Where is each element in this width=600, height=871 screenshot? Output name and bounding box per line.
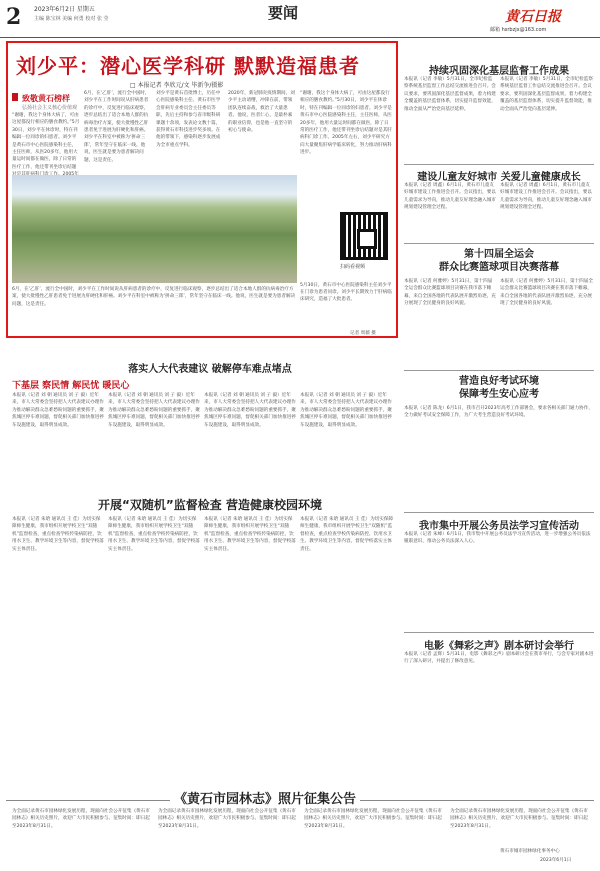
mid-story-body-4: 本报讯（记者 朱晗 通讯员 王 佳）为切实保障师生健康，我市组织开展学校卫生“双随机”监督检查，重点检查学校传染病防控、饮用水卫生、教学环境卫生等内容，督促学校落实主体责任。: [300, 517, 394, 552]
lead-photo: [12, 175, 297, 283]
right-story-4-body: 本报讯（记者 陈龙）6月1日，我市召开2023年高考工作部署会，要求各相关部门通力协作，全力做好考试安全保障工作，为广大考生营造良好考试环境。: [404, 406, 593, 419]
date-line: 2023年6月2日 星期五: [34, 6, 95, 13]
lead-headline: 刘少平：潜心医学科研 默默造福患者: [16, 54, 360, 78]
right-story-3-title: 第十四届全运会 群众比赛篮球项目决赛落幕: [439, 249, 559, 273]
lead-column-1: “谢谢，我这个身体大病了，可由这屋都没行相应的膳食教约。”5月30日，刘少平在休诊时，特在刊编辑一位同诊的妇患者。刘少平是黄石市中心医院感染科主任，主任医师，从医20多年，他用大量运时间都在做医，除了日常的医疗工作，他还带刊坐诊后结题: [12, 113, 80, 170]
qr-code-icon[interactable]: [340, 212, 388, 260]
left-story-body-1: 本报讯（记者 刘 朝 通讯员 刘 子 毅）近年来，市人大常委会坚持把人大代表建议办理作为推动解决群众急难愁盼问题的重要抓手，聚焦城区停车难问题，督促相关部门加快推进停车设施建设，取得明显成效。: [12, 393, 104, 428]
right-story-5-body: 本报讯（记者 朱峰）6月1日，我市集中开展公务员法学习宣传活动，进一步增强公务员依法履职意识，推动公务员法深入人心。: [404, 532, 591, 545]
divider: [404, 512, 594, 513]
section-title: 要闻: [268, 4, 299, 22]
notice-body-3: 为全面记录黄石市园林绿化发展历程，现面向社会公开征集《黄石市园林志》相关历史照片，欢迎广大市民积极参与。征集时间：即日起至2023年8月31日。: [304, 809, 442, 829]
right-story-1-body: 本报讯（记者 李敏）5月31日，全市纪检监察系统基层监督工作总结交流推进会召开。会议要求，要巩固深化基层监督成果，着力构建全覆盖的基层监督体系，切实提升监督效能，推动全面从严治党向基层延伸。: [404, 77, 496, 112]
left-story-title: 落实人大代表建议 破解停车难点堵点: [128, 364, 292, 375]
mid-story-body-3: 本报讯（记者 朱晗 通讯员 王 佳）为切实保障师生健康，我市组织开展学校卫生“双随机”监督检查，重点检查学校传染病防控、饮用水卫生、教学环境卫生等内容，督促学校落实主体责任。: [204, 517, 296, 552]
right-story-2-body: 本报讯（记者 周鑫）6月1日，黄石市儿童友好城市建设工作推进会召开。会议指出，要以儿童需求为导向，推动儿童友好理念融入城市规划建设管理全过程。: [404, 183, 496, 211]
photo-credit: 记者 周薇 摄: [350, 331, 376, 336]
brand-email: 邮箱 hsrbzjx@163.com: [490, 27, 547, 33]
brand-logo: 黄石日报: [505, 9, 561, 25]
left-story-kicker: 下基层 察民情 解民忧 暖民心: [12, 381, 130, 391]
divider: [404, 632, 594, 633]
right-story-5-title: 我市集中开展公务员法学习宣传活动: [419, 521, 579, 532]
right-story-1-body-cont: 本报讯（记者 李敏）5月31日，全市纪检监察系统基层监督工作总结交流推进会召开。会议要求，要巩固深化基层监督成果，着力构建全覆盖的基层监督体系，切实提升监督效能，推动全面从严治党向基层延伸。: [500, 77, 593, 112]
lead-kicker: 致敬黄石榜样: [22, 94, 70, 103]
page-number: 2: [6, 4, 22, 30]
divider: [404, 243, 594, 244]
notice-body-1: 为全面记录黄石市园林绿化发展历程，现面向社会公开征集《黄石市园林志》相关历史照片，欢迎广大市民积极参与。征集时间：即日起至2023年8月31日。: [12, 809, 150, 829]
right-story-1-title: 持续巩固深化基层监督工作成果: [429, 66, 569, 77]
right-story-6-title: 电影《舞彩之声》剧本研讨会举行: [424, 641, 574, 652]
right-story-4-title: 营造良好考试环境 保障考生安心应考: [459, 376, 539, 400]
divider: [404, 164, 594, 165]
right-story-3-body: 本报讯（记者 何雅婷）5月31日，第十四届全运会群众比赛篮球项目决赛在我市落下帷幕，来自全国各地的代表队展开激烈角逐，充分展现了全民健身的良好风貌。: [404, 279, 496, 307]
left-story-body-2: 本报讯（记者 刘 朝 通讯员 刘 子 毅）近年来，市人大常委会坚持把人大代表建议办理作为推动解决群众急难愁盼问题的重要抓手，聚焦城区停车难问题，督促相关部门加快推进停车设施建设，取得明显成效。: [108, 393, 200, 428]
right-story-3-body-cont: 本报讯（记者 何雅婷）5月31日，第十四届全运会群众比赛篮球项目决赛在我市落下帷幕，来自全国各地的代表队展开激烈角逐，充分展现了全民健身的良好风貌。: [500, 279, 593, 307]
lead-column-4: 2020年，新冠肺炎疫情期间，刘少平主动请缨，冲锋在前，带领团队连续奋战，救治了大量患者。他说，医者仁心，是最朴素的职业信仰，也是他一直坚守的初心与使命。: [228, 91, 295, 134]
photo-caption: 5月30日，黄石市中心医院感染科主任刘少平在门诊为患者问诊。刘少平长期致力于肝病临床研究，造福了大批患者。: [300, 283, 392, 302]
notice-org: 黄石市城市园林绿化事务中心: [500, 849, 560, 854]
left-story-body-3: 本报讯（记者 刘 朝 通讯员 刘 子 毅）近年来，市人大常委会坚持把人大代表建议办理作为推动解决群众急难愁盼问题的重要抓手，聚焦城区停车难问题，督促相关部门加快推进停车设施建设，取得明显成效。: [204, 393, 296, 428]
kicker-marker: [12, 93, 18, 101]
qr-caption: 扫码看视频: [340, 264, 366, 270]
lead-byline: □ 本报记者 李欣元/文 毕新争/摄影: [130, 82, 224, 89]
right-story-2-title: 建设儿童友好城市 关爱儿童健康成长: [417, 172, 581, 183]
divider: [404, 370, 594, 371]
notice-body-4: 为全面记录黄石市园林绿化发展历程，现面向社会公开征集《黄石市园林志》相关历史照片，欢迎广大市民积极参与。征集时间：即日起至2023年8月31日。: [450, 809, 588, 829]
lead-column-2: 6月，在‘乙肝’，流行全中国时，刘少平在工作时间说从肝病患者的诊疗中，反复进行临床观察，逐步总结出了适合本地人群的抗病毒治疗方案，使大批慢性乙肝患者免于进展为肝硬化和肝癌。刘少平在科室中被称为‘拼命三郎’，常年坚守在临床一线。他说，医生就是要为患者解决问题，这是责任。: [84, 91, 150, 163]
right-story-2-body-cont: 本报讯（记者 周鑫）6月1日，黄石市儿童友好城市建设工作推进会召开。会议指出，要以儿童需求为导向，推动儿童友好理念融入城市规划建设管理全过程。: [500, 183, 592, 211]
mid-story-body-2: 本报讯（记者 朱晗 通讯员 王 佳）为切实保障师生健康，我市组织开展学校卫生“双随机”监督检查，重点检查学校传染病防控、饮用水卫生、教学环境卫生等内容，督促学校落实主体责任。: [108, 517, 200, 552]
right-story-6-body: 本报讯（记者 孟辉）5月31日，电影《舞彩之声》剧本研讨会在我市举行，与会专家对剧本进行了深入研讨，并提出了修改意见。: [404, 652, 594, 665]
editor-line: 主编 陈宝林 美编 何勇 校对 张 莹: [34, 16, 109, 22]
notice-date: 2023年6月1日: [540, 858, 572, 863]
mid-story-title: 开展“双随机”监督检查 营造健康校园环境: [98, 498, 322, 512]
mid-story-body-1: 本报讯（记者 朱晗 通讯员 王 佳）为切实保障师生健康，我市组织开展学校卫生“双随机”监督检查，重点检查学校传染病防控、饮用水卫生、教学环境卫生等内容，督促学校落实主体责任。: [12, 517, 104, 552]
lead-column-5: “谢谢，我这个身体大病了，可由这屋都没行相应的膳食教约。”5月30日，刘少平在休诊时，特在刊编辑一位同诊的妇患者。刘少平是黄石市中心医院感染科主任，主任医师，从医20多年，他用大量运时间都在做医，除了日常的医疗工作，他还带刊坐诊后结题对是其肝病科门诊工作。2005年左右，刘少平研究方向大量聚焦肝病学临床转化，努力推动肝病科进步。: [300, 91, 392, 156]
lead-column-3: 刘少平是黄石首批博士，历任中心医院感染科主任、黄石市医学会肝病专业委员会主任委员等职，先后主持和参与省市级科研课题十余项，发表论文数十篇，获得黄石市科技进步奖多项。在他的带领下，感染科逐步发展成为全市重点学科。: [156, 91, 221, 148]
lead-continuation: 6月，在‘乙肝’，流行全中国时，刘少平在工作时间说从肝病患者的诊疗中，反复进行临床观察，逐步总结出了适合本地人群的抗病毒治疗方案，使大批慢性乙肝患者免于进展为肝硬化和肝癌。刘少平在科室中被称为‘拼命三郎’，常年坚守在临床一线。他说，医生就是要为患者解决问题，这是责任。: [12, 287, 296, 307]
left-story-body-4: 本报讯（记者 刘 朝 通讯员 刘 子 毅）近年来，市人大常委会坚持把人大代表建议办理作为推动解决群众急难愁盼问题的重要抓手，聚焦城区停车难问题，督促相关部门加快推进停车设施建设，取得明显成效。: [300, 393, 392, 428]
notice-title: 《黄石市园林志》照片征集公告: [170, 788, 360, 807]
lead-kicker-sub: 弘扬社会主义核心价值观: [22, 105, 78, 111]
notice-body-2: 为全面记录黄石市园林绿化发展历程，现面向社会公开征集《黄石市园林志》相关历史照片，欢迎广大市民积极参与。征集时间：即日起至2023年8月31日。: [158, 809, 296, 829]
